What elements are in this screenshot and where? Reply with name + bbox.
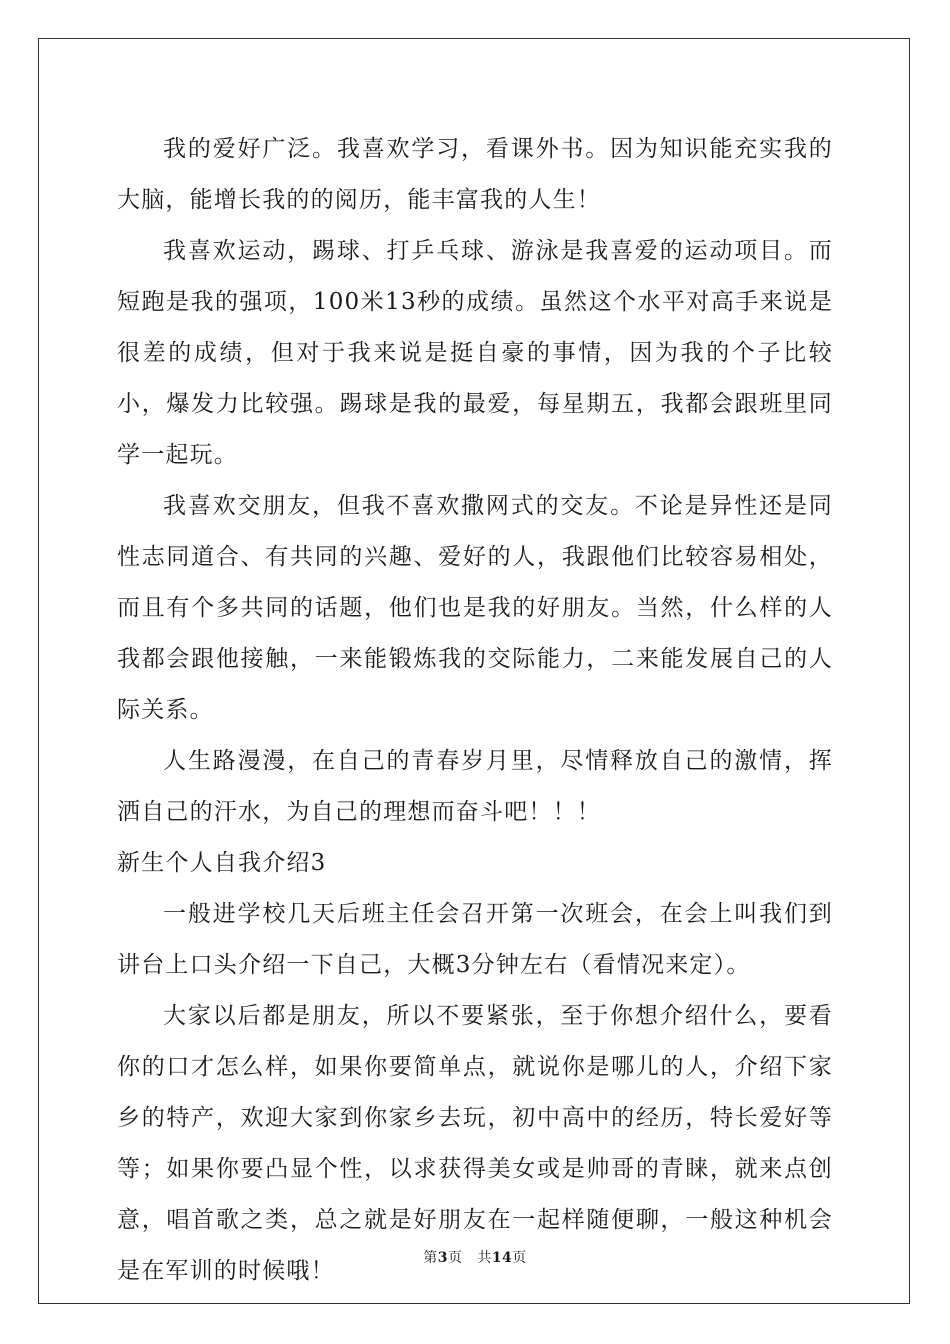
- page-prefix: 第: [423, 1250, 438, 1266]
- page-number: 3: [437, 1250, 448, 1266]
- paragraph-class-meeting: 一般进学校几天后班主任会召开第一次班会，在会上叫我们到讲台上口头介绍一下自己，大概3分钟左右（看情况来定）。: [117, 901, 833, 978]
- page-footer: [0, 1247, 950, 1267]
- paragraph-sports: 我喜欢运动，踢球、打乒乓球、游泳是我喜爱的运动项目。而短跑是我的强项，100米13秒的成绩。虽然这个水平对高手来说是很差的成绩，但对于我来说是挺自豪的事情，因为我的个子比较小，爆发力比较强。踢球是我的最爱，每星期五，我都会跟班里同学一起玩。: [117, 238, 833, 468]
- document-body: [117, 124, 833, 1297]
- paragraph-life: 人生路漫漫，在自己的青春岁月里，尽情释放自己的激情，挥洒自己的汗水，为自己的理想而奋斗吧！！！: [117, 748, 833, 825]
- paragraph-advice: 大家以后都是朋友，所以不要紧张，至于你想介绍什么，要看你的口才怎么样，如果你要简单点，就说你是哪儿的人，介绍下家乡的特产，欢迎大家到你家乡去玩，初中高中的经历，特长爱好等等；如果你要凸显个性，以求获得美女或是帅哥的青睐，就来点创意，唱首歌之类，总之就是好朋友在一起样随便聊，一般这种机会是在军训的时候哦！: [117, 1003, 833, 1284]
- paragraph-hobbies: 我的爱好广泛。我喜欢学习，看课外书。因为知识能充实我的大脑，能增长我的的阅历，能丰富我的人生！: [117, 136, 833, 213]
- page-suffix: 页: [447, 1250, 463, 1266]
- section-heading: 新生个人自我介绍3: [117, 850, 327, 876]
- total-suffix: 页: [512, 1250, 527, 1266]
- paragraph-friends: 我喜欢交朋友，但我不喜欢撒网式的交友。不论是异性还是同性志同道合、有共同的兴趣、爱好的人，我跟他们比较容易相处，而且有个多共同的话题，他们也是我的好朋友。当然，什么样的人我都会跟他接触，一来能锻炼我的交际能力，二来能发展自己的人际关系。: [117, 493, 833, 723]
- total-prefix: 共: [477, 1250, 492, 1266]
- total-pages: 14: [491, 1250, 513, 1266]
